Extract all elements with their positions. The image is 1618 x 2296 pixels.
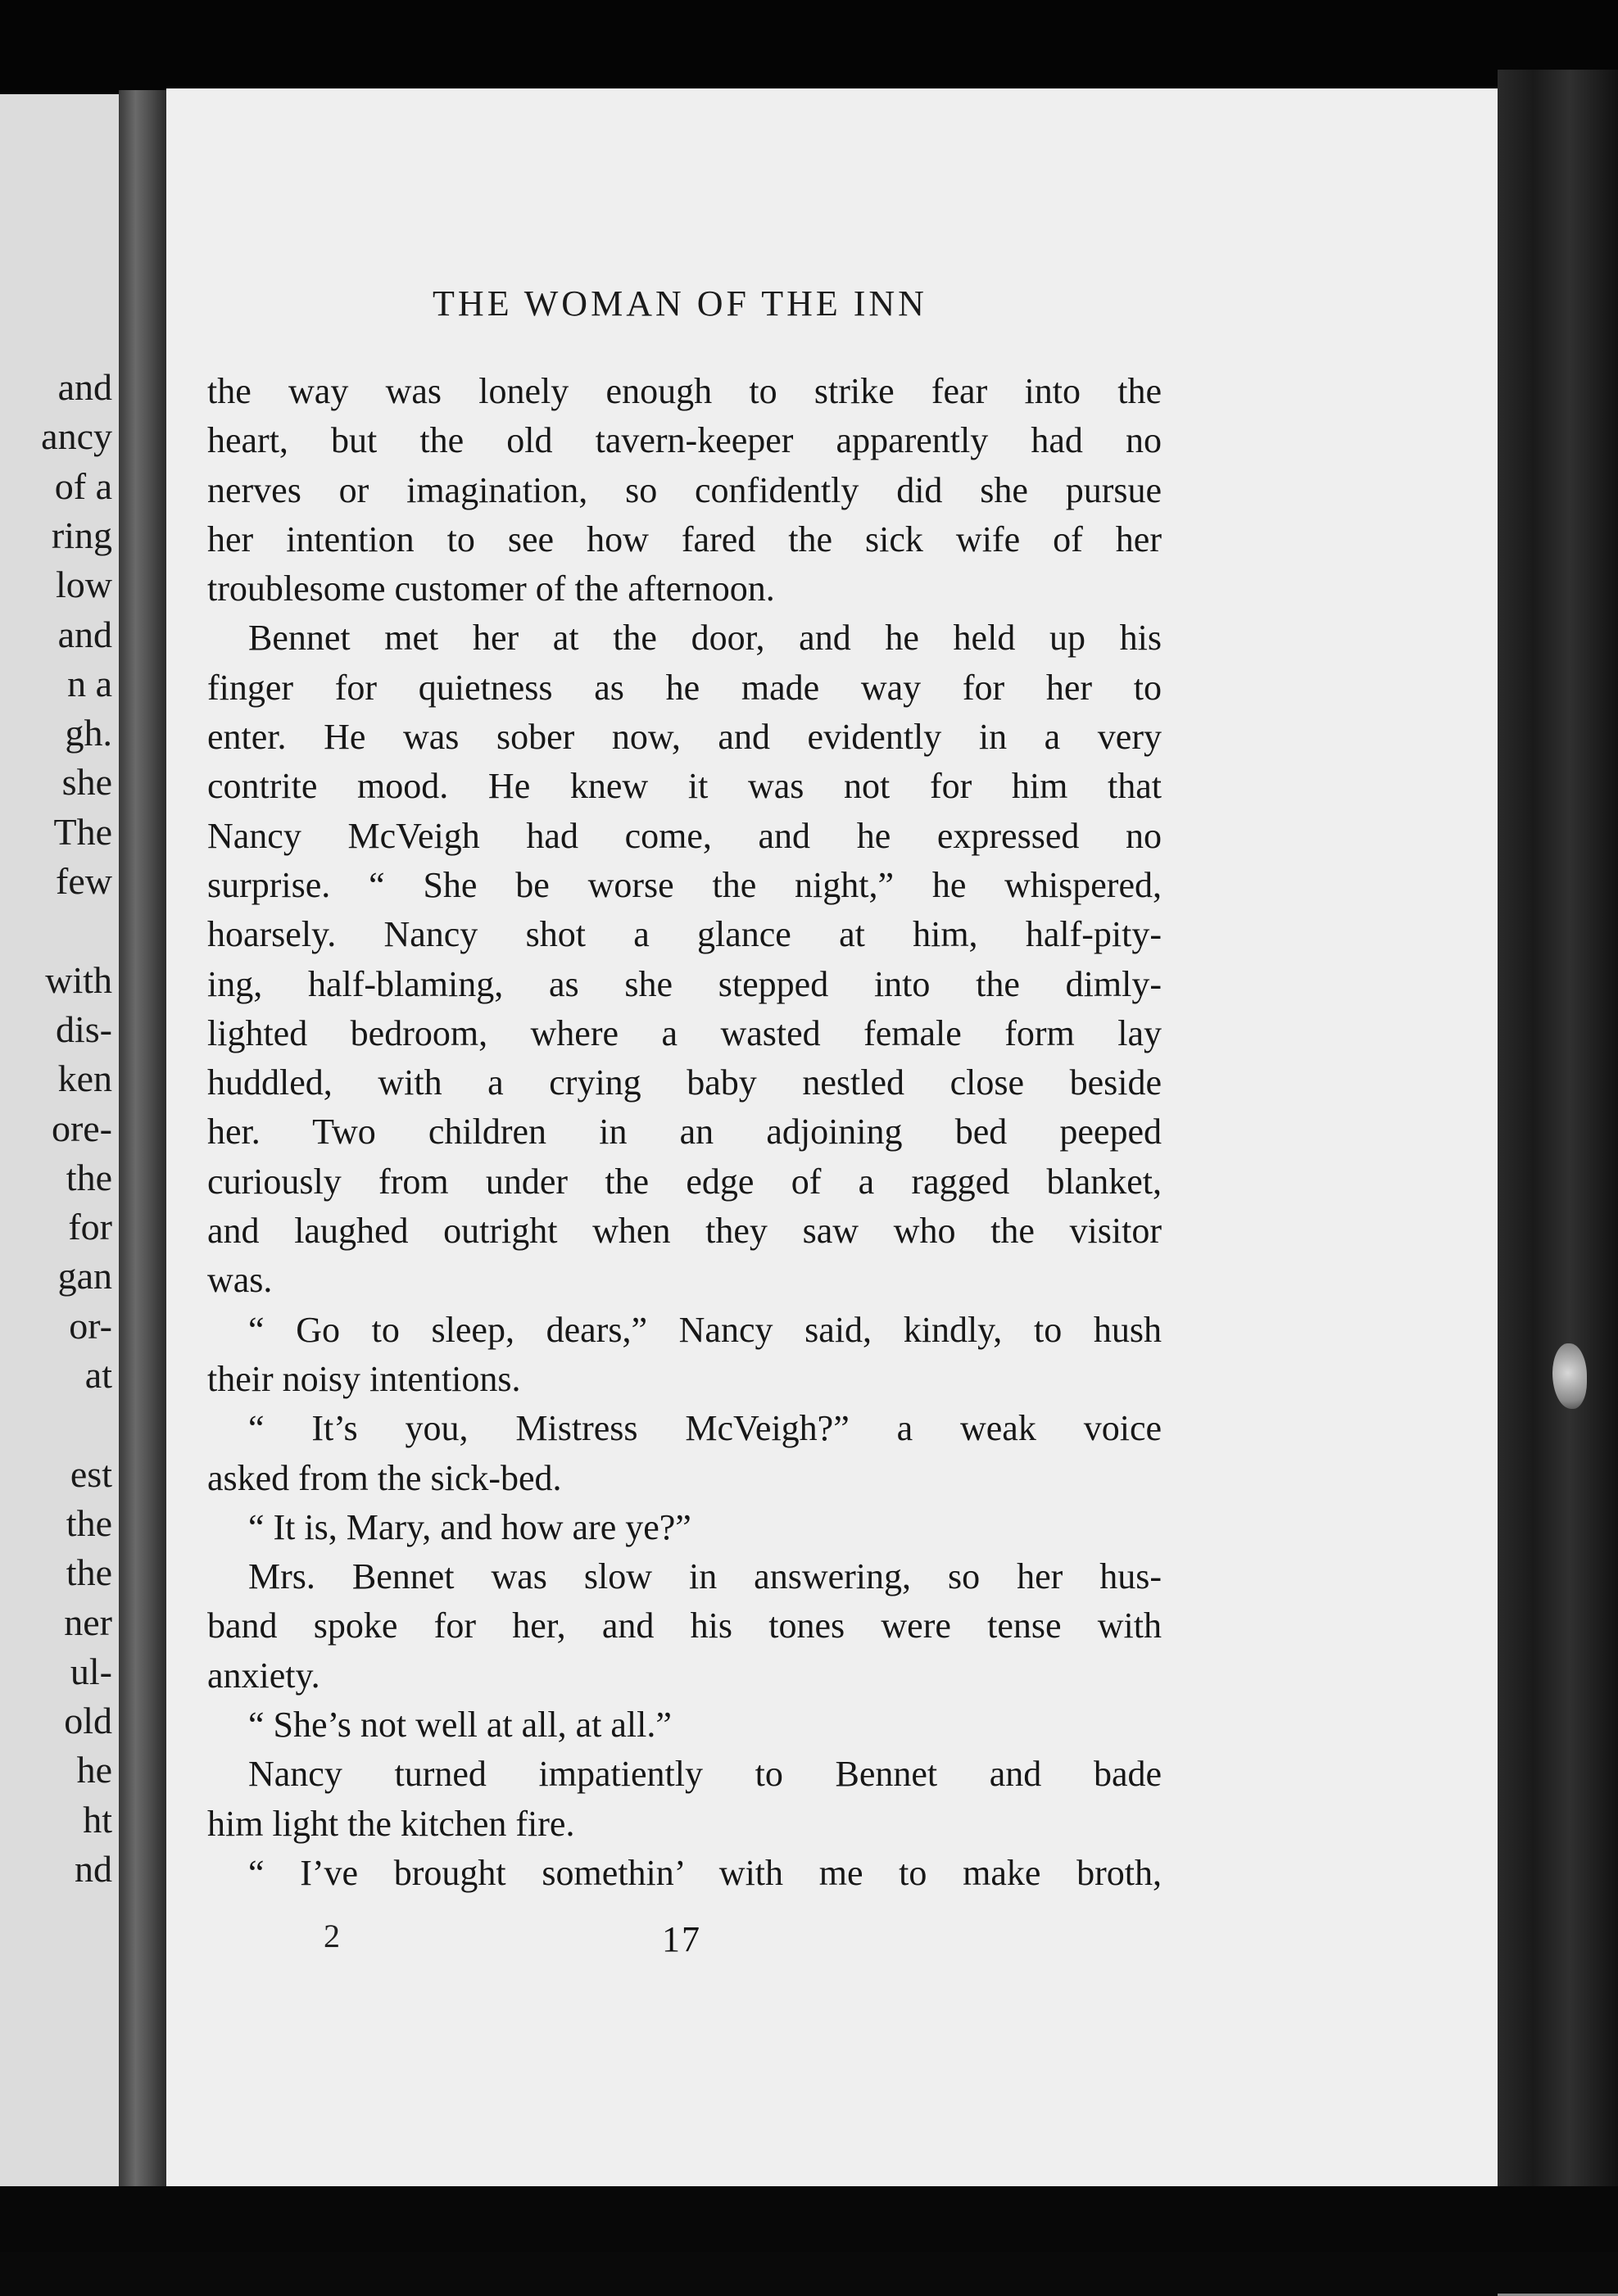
left-page-line: old xyxy=(64,1700,112,1742)
text-line: the way was lonely enough to strike fear into the xyxy=(207,371,1162,411)
left-page-line: and xyxy=(57,613,112,655)
page-right-edge xyxy=(1498,70,1618,2216)
body-text xyxy=(207,367,1162,1898)
text-line: ing, half-blaming, as she stepped into the dimly- xyxy=(207,963,1162,1004)
text-line: asked from the sick-bed. xyxy=(207,1457,562,1498)
text-line: troublesome customer of the afternoon. xyxy=(207,568,775,609)
left-page-line: he xyxy=(76,1749,112,1791)
left-page-line: the xyxy=(66,1551,112,1594)
left-page-line: few xyxy=(56,860,112,902)
text-line: enter. He was sober now, and evidently in a very xyxy=(207,717,1162,758)
left-page-line: ul- xyxy=(70,1650,112,1692)
text-line: Nancy McVeigh had come, and he expressed no xyxy=(207,815,1162,856)
left-page-line: est xyxy=(70,1452,112,1495)
scan-border-top xyxy=(0,0,1618,94)
text-line: “ I’ve brought somethin’ with me to make broth, xyxy=(248,1852,1162,1893)
left-page-line: low xyxy=(56,564,112,606)
left-page-line: ring xyxy=(51,514,112,556)
left-page-line: ore- xyxy=(51,1107,112,1149)
text-line: “ It’s you, Mistress McVeigh?” a weak voice xyxy=(248,1408,1162,1449)
left-page-line: ht xyxy=(83,1798,112,1841)
left-page-line: gan xyxy=(57,1255,112,1297)
text-line: Bennet met her at the door, and he held up his xyxy=(248,618,1162,659)
text-line: heart, but the old tavern-keeper apparently had no xyxy=(207,420,1162,461)
left-page-line: and xyxy=(57,366,112,408)
running-head: THE WOMAN OF THE INN xyxy=(433,283,927,324)
text-line: huddled, with a crying baby nestled close beside xyxy=(207,1062,1162,1103)
left-page-line: gh. xyxy=(65,712,112,754)
text-line: band spoke for her, and his tones were tense with xyxy=(207,1605,1162,1646)
text-line: finger for quietness as he made way for her to xyxy=(207,667,1162,708)
left-page-line: ancy xyxy=(41,415,112,458)
left-page-line: for xyxy=(68,1206,112,1248)
text-line: him light the kitchen fire. xyxy=(207,1803,575,1844)
text-line: contrite mood. He knew it was not for him that xyxy=(207,766,1162,807)
text-line: Mrs. Bennet was slow in answering, so her hus- xyxy=(248,1556,1162,1597)
text-line: nerves or imagination, so confidently did she pursue xyxy=(207,469,1162,510)
left-page-line: she xyxy=(61,761,112,804)
left-page-line: ner xyxy=(64,1601,112,1643)
text-line: and laughed outright when they saw who the visitor xyxy=(207,1211,1162,1252)
left-page-line: with xyxy=(45,958,112,1001)
left-page-line: or- xyxy=(69,1304,112,1347)
left-page-line: the xyxy=(66,1156,112,1198)
text-line: her. Two children in an adjoining bed peeped xyxy=(207,1112,1162,1153)
left-page-line: at xyxy=(84,1354,112,1396)
text-line: their noisy intentions. xyxy=(207,1358,521,1399)
text-line: was. xyxy=(207,1260,273,1301)
edge-blemish-mark xyxy=(1552,1343,1587,1409)
left-facing-page xyxy=(0,94,119,2191)
left-page-line: ken xyxy=(57,1057,112,1100)
left-page-line: nd xyxy=(75,1848,112,1890)
text-line: curiously from under the edge of a ragged blanket, xyxy=(207,1161,1162,1202)
text-line: “ Go to sleep, dears,” Nancy said, kindly, to hush xyxy=(248,1309,1162,1350)
text-line: Nancy turned impatiently to Bennet and bade xyxy=(248,1754,1162,1795)
text-line: hoarsely. Nancy shot a glance at him, half-pity- xyxy=(207,914,1162,955)
text-line: lighted bedroom, where a wasted female form lay xyxy=(207,1012,1162,1053)
book-gutter xyxy=(119,90,166,2203)
text-line: surprise. “ She be worse the night,” he whispered, xyxy=(207,864,1162,905)
text-line: her intention to see how fared the sick wife of her xyxy=(207,519,1162,559)
left-page-line: of a xyxy=(54,464,112,507)
page-number: 17 xyxy=(662,1919,701,1959)
left-page-line: n a xyxy=(67,662,112,704)
text-line: “ It is, Mary, and how are ye?” xyxy=(248,1506,691,1547)
left-page-line: the xyxy=(66,1501,112,1544)
scan-border-bottom xyxy=(0,2186,1618,2252)
left-page-line: The xyxy=(53,810,112,853)
signature-mark: 2 xyxy=(324,1918,340,1954)
text-line: anxiety. xyxy=(207,1655,320,1696)
text-line: “ She’s not well at all, at all.” xyxy=(248,1705,672,1746)
left-page-line: dis- xyxy=(56,1008,112,1050)
